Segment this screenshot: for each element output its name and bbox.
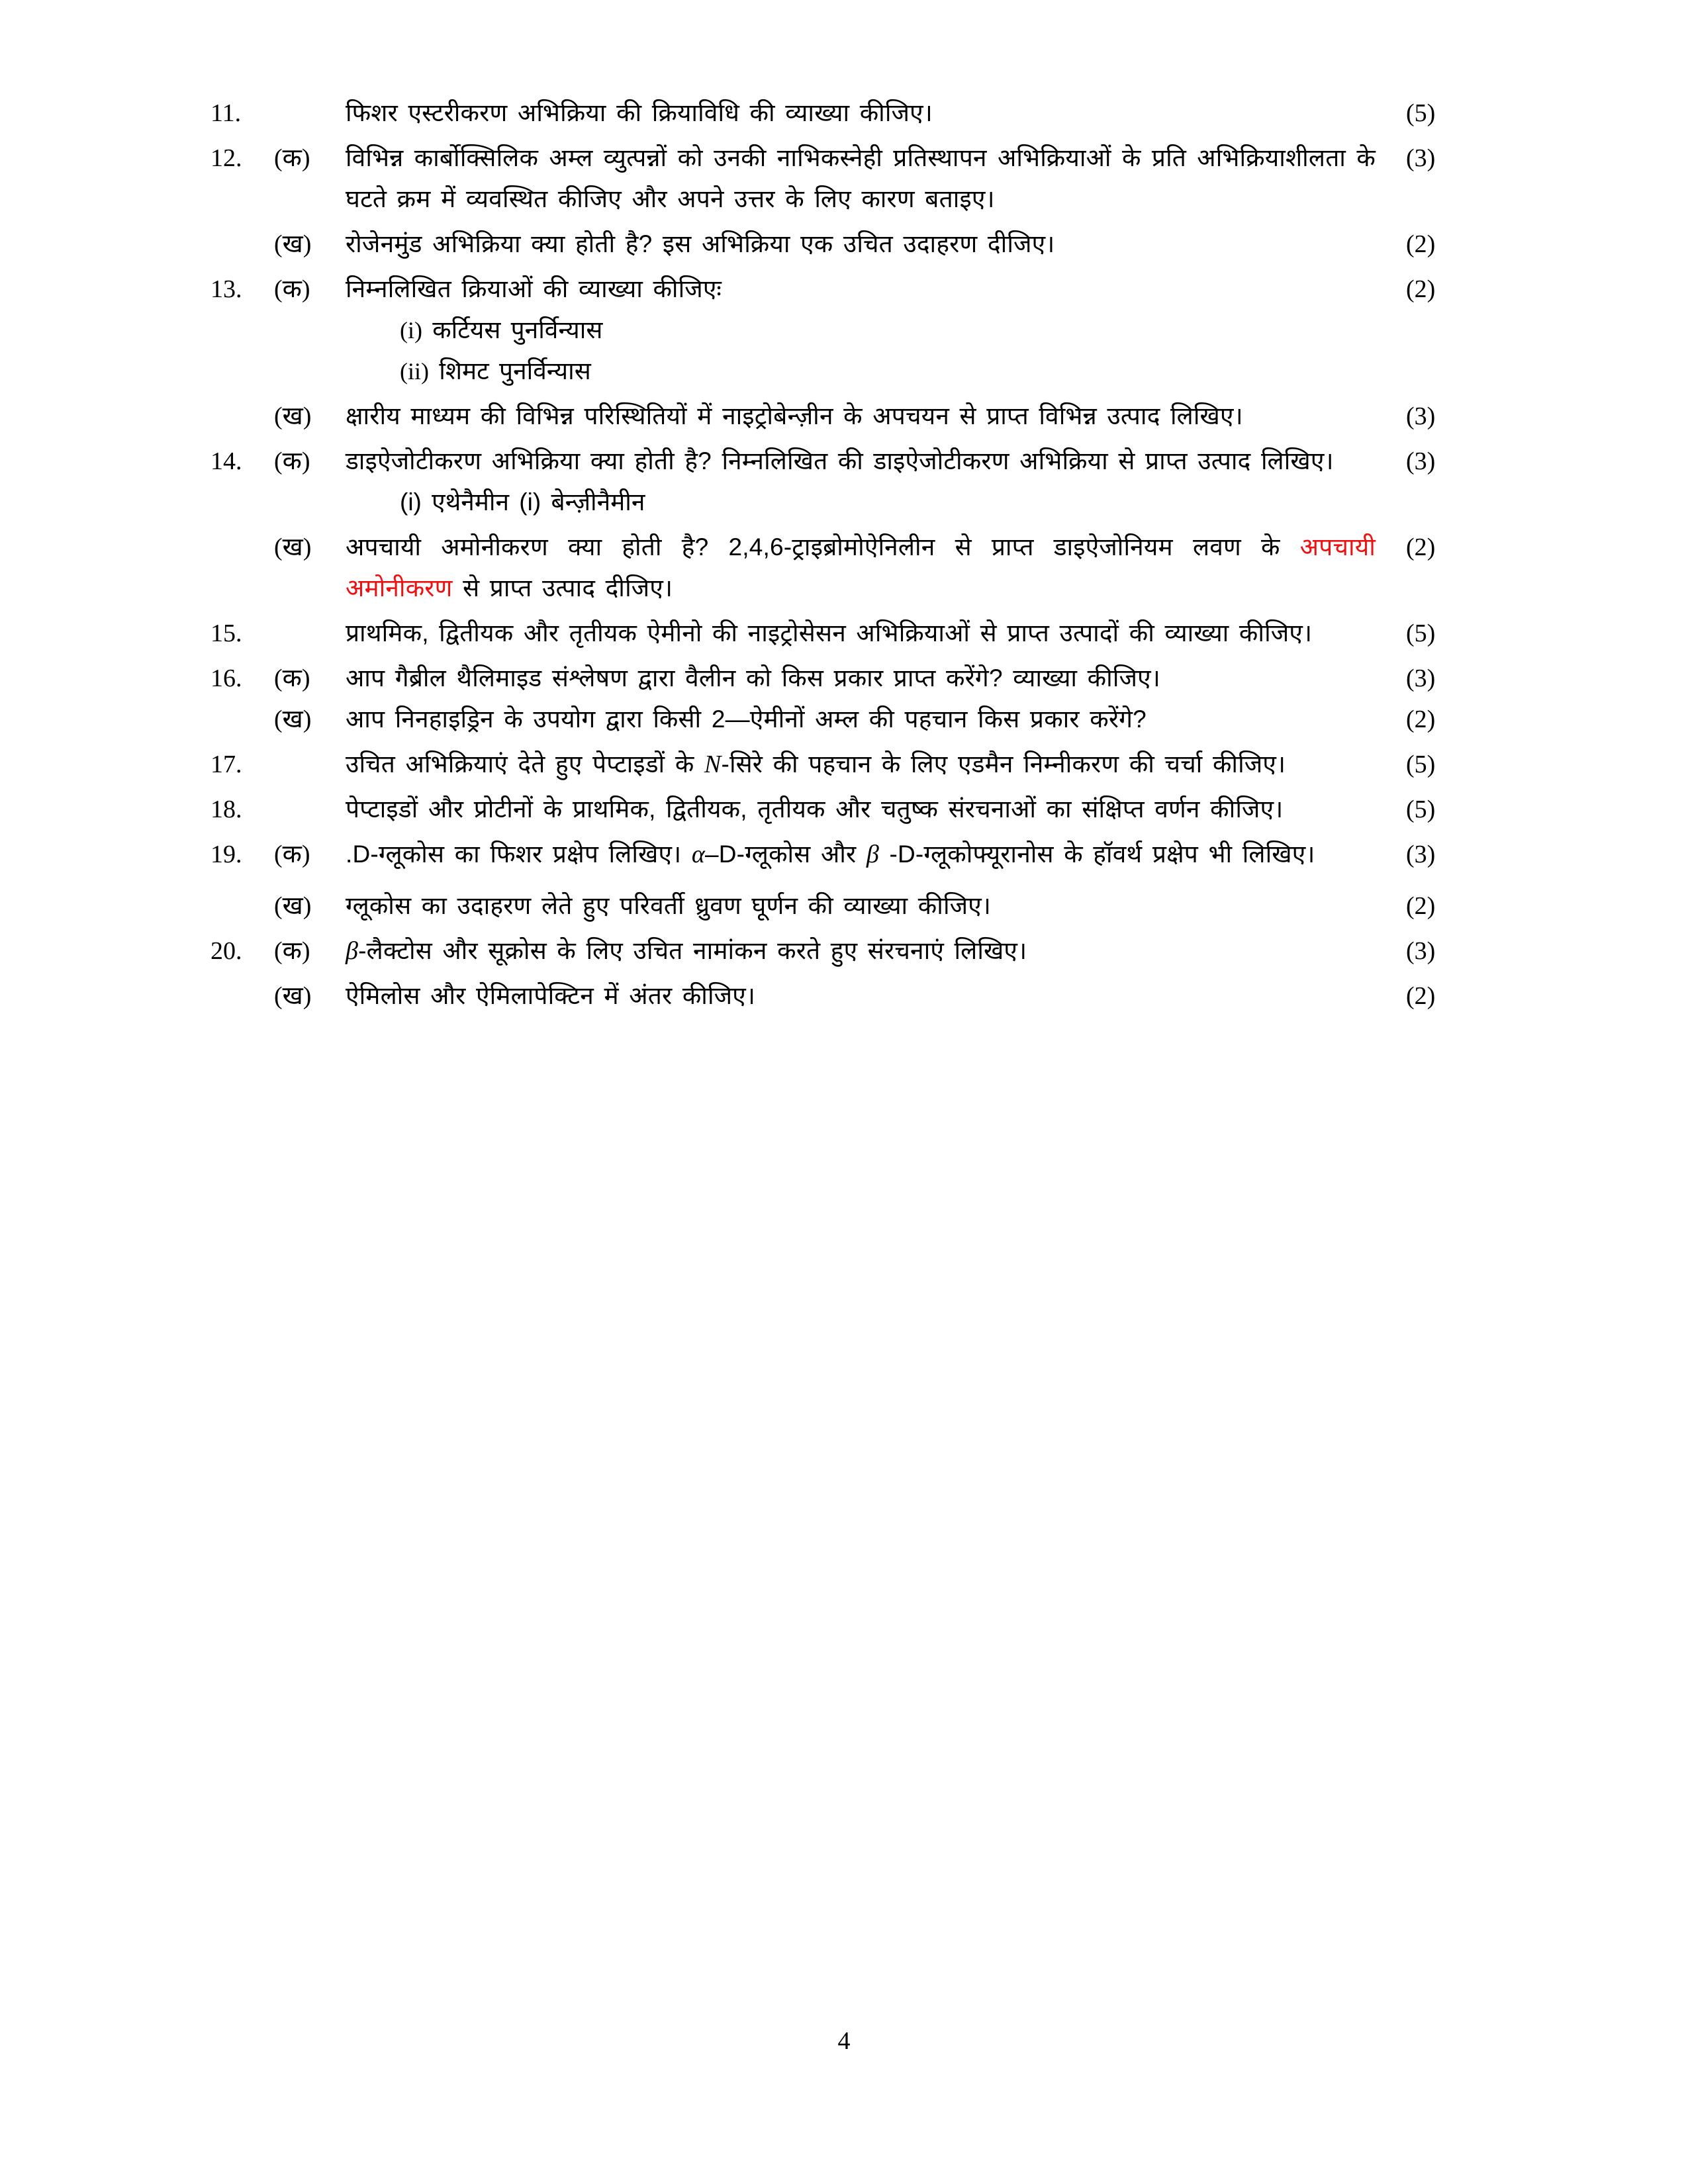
italic-symbol: β [346,937,359,965]
question-item [211,976,1488,1017]
question-item [211,396,1488,437]
spacer [211,875,1488,886]
question-part-label: (ख) [274,982,312,1010]
question-text-block [346,441,1376,523]
question-marks: (3) [1406,447,1436,475]
question-part-label: (क) [274,447,310,475]
question-text: पेप्टाइडों और प्रोटीनों के प्राथमिक, द्वितीयक, तृतीयक और चतुष्क संरचनाओं का संक्षिप्त वर्णन कीजिए। [346,796,1284,823]
question-marks: (2) [1406,892,1436,920]
question-text-block [346,886,1376,927]
question-text-segment: .D-ग्लूकोस का फिशर प्रक्षेप लिखिए। [346,841,692,868]
italic-symbol: β [866,841,879,868]
question-item [211,789,1488,830]
question-text: विभिन्न कार्बोक्सिलिक अम्ल व्युत्पन्नों को उनकी नाभिकस्नेही प्रतिस्थापन अभिक्रियाओं के प्रति अभिक्रियाशीलता के घटते क्रम में व्यवस्थित कीजिए और अपने उत्तर के लिए कारण बताइए। [346,144,1376,212]
question-item [211,224,1488,265]
question-list [211,93,1488,1017]
question-text-block [346,931,1376,972]
sub-item [346,351,1376,392]
question-number: 15. [211,619,242,647]
question-text-segment: -सिरे की पहचान के लिए एडमैन निम्नीकरण की चर्चा कीजिए। [721,751,1286,778]
question-text: आप गैब्रील थैलिमाइड संश्लेषण द्वारा वैलीन को किस प्रकार प्राप्त करेंगे? व्याख्या कीजिए। [346,664,1161,692]
highlighted-term: अपचायी अमोनीकरण [346,533,1376,602]
question-marks: (5) [1406,751,1436,778]
question-marks: (2) [1406,705,1436,733]
question-text-block [346,699,1376,740]
question-part-label: (क) [274,841,310,868]
question-marks: (3) [1406,402,1436,430]
question-number: 11. [211,99,242,127]
question-marks: (5) [1406,619,1436,647]
question-text: रोजेनमुंड अभिक्रिया क्या होती है? इस अभिक्रिया एक उचित उदाहरण दीजिए। [346,230,1055,257]
question-text: क्षारीय माध्यम की विभिन्न परिस्थितियों में नाइट्रोबेन्ज़ीन के अपचयन से प्राप्त विभिन्न उत्पाद लिखिए। [346,402,1243,430]
question-text-block [346,658,1376,699]
question-text-segment: -लैक्टोस और सूक्रोस के लिए उचित नामांकन करते हुए संरचनाएं लिखिए। [358,937,1027,964]
question-text: डाइऐजोटीकरण अभिक्रिया क्या होती है? निम्नलिखित की डाइऐजोटीकरण अभिक्रिया से प्राप्त उत्पाद लिखिए। [346,447,1334,475]
question-text-block [346,789,1376,830]
question-marks: (5) [1406,99,1436,127]
sub-item [346,310,1376,351]
question-marks: (5) [1406,796,1436,823]
question-marks: (2) [1406,230,1436,258]
question-item [211,527,1488,609]
question-item [211,834,1488,875]
question-text-segment: अपचायी अमोनीकरण क्या होती है? 2,4,6-ट्राइब्रोमोऐनिलीन से प्राप्त डाइऐजोनियम लवण के [346,533,1300,561]
question-part-label: (क) [274,664,310,692]
question-item [211,931,1488,972]
question-text-block [346,976,1376,1017]
sub-items-inline: (i) एथेनैमीन (i) बेन्ज़ीनैमीन [400,488,645,516]
question-item [211,613,1488,654]
question-text-segment: -D-ग्लूकोफ्यूरानोस के हॉवर्थ प्रक्षेप भी लिखिए। [878,841,1315,868]
question-text-block [346,396,1376,437]
italic-symbol: N [704,751,722,778]
question-number: 16. [211,664,242,692]
page-number: 4 [837,2027,851,2055]
question-text [346,527,1376,609]
question-item [211,138,1488,220]
sub-item-enumerator: (i) [400,317,422,343]
question-part-label: (ख) [274,533,312,561]
question-text-block [346,613,1376,654]
question-item [211,93,1488,134]
question-text-block [346,527,1376,609]
question-part-label: (ख) [274,402,312,430]
question-number: 19. [211,841,242,868]
question-number: 14. [211,447,242,475]
sub-item-enumerator: (ii) [400,358,429,385]
sub-item-label: शिमट पुनर्विन्यास [439,357,591,385]
question-number: 18. [211,796,242,823]
question-text: निम्नलिखित क्रियाओं की व्याख्या कीजिएः [346,275,722,302]
question-text-block [346,744,1376,785]
question-part-label: (क) [274,937,310,965]
question-number: 17. [211,751,242,778]
italic-symbol: α [691,841,705,868]
question-text: ग्लूकोस का उदाहरण लेते हुए परिवर्ती ध्रुवण घूर्णन की व्याख्या कीजिए। [346,892,992,919]
question-item [211,886,1488,927]
question-marks: (2) [1406,275,1436,303]
question-item [211,744,1488,785]
question-text-block [346,138,1376,220]
question-text [346,931,1376,972]
question-text-segment: उचित अभिक्रियाएं देते हुए पेप्टाइडों के [346,751,704,778]
question-text: प्राथमिक, द्वितीयक और तृतीयक ऐमीनो की नाइट्रोसेसन अभिक्रियाओं से प्राप्त उत्पादों की व्याख्या कीजिए। [346,619,1313,647]
question-text-block [346,269,1376,392]
question-marks: (3) [1406,937,1436,965]
question-part-label: (ख) [274,230,312,258]
question-part-label: (ख) [274,705,312,733]
question-text: आप निनहाइड्रिन के उपयोग द्वारा किसी 2—ऐमीनों अम्ल की पहचान किस प्रकार करेंगे? [346,705,1147,733]
question-text-block [346,93,1376,134]
question-item [211,269,1488,392]
question-text-segment: से प्राप्त उत्पाद दीजिए। [452,574,673,602]
question-item [211,441,1488,523]
question-number: 12. [211,144,242,172]
question-number: 20. [211,937,242,965]
question-text-segment: –D-ग्लूकोस और [704,841,867,868]
question-item [211,699,1488,740]
question-marks: (2) [1406,533,1436,561]
question-number: 13. [211,275,242,303]
question-text [346,744,1376,785]
question-marks: (3) [1406,841,1436,868]
question-text [346,834,1376,875]
question-text-block [346,834,1376,875]
question-marks: (3) [1406,144,1436,172]
question-part-label: (ख) [274,892,312,920]
question-text: ऐमिलोस और ऐमिलापेक्टिन में अंतर कीजिए। [346,982,756,1009]
question-marks: (3) [1406,664,1436,692]
question-item [211,658,1488,699]
sub-item-label: कर्टियस पुनर्विन्यास [432,316,603,343]
question-marks: (2) [1406,982,1436,1010]
question-part-label: (क) [274,275,310,303]
question-text-block [346,224,1376,265]
question-text: फिशर एस्टरीकरण अभिक्रिया की क्रियाविधि की व्याख्या कीजिए। [346,99,933,126]
question-part-label: (क) [274,144,310,172]
